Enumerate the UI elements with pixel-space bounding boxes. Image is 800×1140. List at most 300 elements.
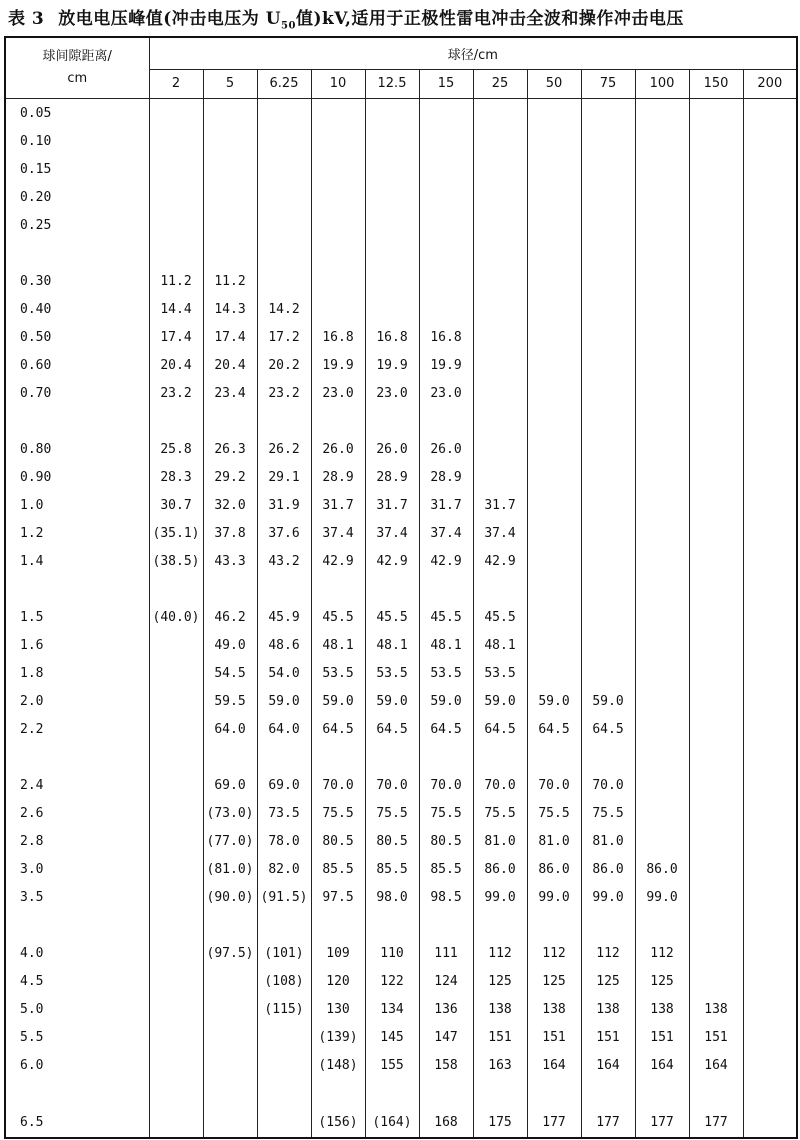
voltage-cell: 16.8 <box>311 323 365 351</box>
table-row <box>5 995 797 1023</box>
table-row <box>5 351 797 379</box>
diameter-header-cell: 2 <box>149 69 203 98</box>
voltage-cell: 49.0 <box>203 631 257 659</box>
voltage-cell <box>203 911 257 939</box>
table-row <box>5 855 797 883</box>
voltage-cell <box>203 407 257 435</box>
voltage-cell <box>419 155 473 183</box>
voltage-cell <box>311 911 365 939</box>
voltage-cell <box>527 435 581 463</box>
voltage-cell <box>203 575 257 603</box>
gap-distance-cell: 0.15 <box>5 155 149 183</box>
voltage-cell: 17.4 <box>203 323 257 351</box>
voltage-cell <box>743 743 797 771</box>
voltage-cell: 14.2 <box>257 295 311 323</box>
voltage-cell <box>743 967 797 995</box>
voltage-cell <box>419 1079 473 1107</box>
voltage-cell <box>149 407 203 435</box>
voltage-cell: 98.0 <box>365 883 419 911</box>
voltage-cell <box>149 771 203 799</box>
voltage-cell <box>527 547 581 575</box>
voltage-cell <box>581 631 635 659</box>
table-row <box>5 295 797 323</box>
voltage-cell <box>743 463 797 491</box>
voltage-cell <box>257 127 311 155</box>
voltage-cell: 42.9 <box>365 547 419 575</box>
voltage-cell: 75.5 <box>527 799 581 827</box>
voltage-cell: 25.8 <box>149 435 203 463</box>
voltage-cell <box>689 799 743 827</box>
voltage-cell: 147 <box>419 1023 473 1051</box>
voltage-cell: 59.0 <box>581 687 635 715</box>
voltage-cell: 75.5 <box>311 799 365 827</box>
voltage-cell: 138 <box>527 995 581 1023</box>
voltage-cell <box>581 295 635 323</box>
table-title-part-a: 放电电压峰值(冲击电压为 U <box>58 9 282 29</box>
voltage-cell: 70.0 <box>311 771 365 799</box>
voltage-cell <box>365 99 419 128</box>
voltage-cell: 69.0 <box>257 771 311 799</box>
voltage-cell <box>689 883 743 911</box>
gap-distance-cell <box>5 239 149 267</box>
voltage-cell <box>635 155 689 183</box>
voltage-cell: 70.0 <box>365 771 419 799</box>
voltage-cell <box>527 99 581 128</box>
voltage-cell <box>311 183 365 211</box>
voltage-cell <box>365 267 419 295</box>
voltage-cell: 70.0 <box>419 771 473 799</box>
voltage-cell <box>689 295 743 323</box>
voltage-cell <box>635 771 689 799</box>
voltage-cell <box>527 911 581 939</box>
voltage-cell <box>635 715 689 743</box>
voltage-cell <box>203 1051 257 1079</box>
gap-distance-cell: 0.70 <box>5 379 149 407</box>
voltage-cell <box>203 967 257 995</box>
gap-distance-cell: 2.0 <box>5 687 149 715</box>
gap-distance-cell: 0.90 <box>5 463 149 491</box>
voltage-cell <box>365 743 419 771</box>
table-row <box>5 687 797 715</box>
voltage-cell <box>257 183 311 211</box>
diameter-header-cell: 15 <box>419 69 473 98</box>
voltage-cell: 64.5 <box>527 715 581 743</box>
voltage-cell: (108) <box>257 967 311 995</box>
voltage-cell: 64.5 <box>365 715 419 743</box>
voltage-cell: 42.9 <box>311 547 365 575</box>
table-row <box>5 967 797 995</box>
voltage-cell: 53.5 <box>365 659 419 687</box>
voltage-cell <box>311 267 365 295</box>
voltage-cell: 23.4 <box>203 379 257 407</box>
voltage-cell <box>203 1107 257 1138</box>
voltage-cell: 48.1 <box>365 631 419 659</box>
voltage-cell <box>365 211 419 239</box>
voltage-cell: 86.0 <box>635 855 689 883</box>
voltage-cell <box>743 435 797 463</box>
voltage-cell <box>743 127 797 155</box>
voltage-cell <box>581 379 635 407</box>
gap-distance-cell: 1.8 <box>5 659 149 687</box>
voltage-cell <box>743 827 797 855</box>
voltage-cell <box>149 183 203 211</box>
voltage-cell <box>635 827 689 855</box>
gap-distance-cell: 0.10 <box>5 127 149 155</box>
gap-distance-cell: 0.25 <box>5 211 149 239</box>
voltage-cell <box>635 379 689 407</box>
voltage-cell <box>203 239 257 267</box>
voltage-cell <box>689 1079 743 1107</box>
voltage-cell: 48.1 <box>419 631 473 659</box>
voltage-cell: 177 <box>689 1107 743 1138</box>
diameter-header-cell: 10 <box>311 69 365 98</box>
voltage-cell <box>257 1051 311 1079</box>
voltage-cell: 122 <box>365 967 419 995</box>
voltage-cell: 45.5 <box>419 603 473 631</box>
voltage-cell <box>689 631 743 659</box>
voltage-cell: 64.0 <box>257 715 311 743</box>
voltage-cell <box>689 239 743 267</box>
voltage-cell <box>365 911 419 939</box>
voltage-cell <box>581 519 635 547</box>
voltage-cell <box>689 967 743 995</box>
voltage-cell <box>743 1051 797 1079</box>
diameter-header-cell: 50 <box>527 69 581 98</box>
voltage-cell: 168 <box>419 1107 473 1138</box>
voltage-cell: 26.0 <box>365 435 419 463</box>
diameter-header-cell: 12.5 <box>365 69 419 98</box>
gap-distance-cell: 4.5 <box>5 967 149 995</box>
voltage-cell <box>635 267 689 295</box>
voltage-cell: 26.2 <box>257 435 311 463</box>
voltage-cell: 75.5 <box>473 799 527 827</box>
voltage-cell <box>257 407 311 435</box>
voltage-cell: 26.0 <box>311 435 365 463</box>
voltage-cell <box>581 491 635 519</box>
voltage-cell: 177 <box>635 1107 689 1138</box>
voltage-cell <box>635 491 689 519</box>
voltage-cell <box>365 127 419 155</box>
table-row <box>5 463 797 491</box>
gap-distance-cell <box>5 911 149 939</box>
voltage-cell: 80.5 <box>311 827 365 855</box>
gap-distance-cell: 0.50 <box>5 323 149 351</box>
voltage-cell <box>689 351 743 379</box>
voltage-cell: 98.5 <box>419 883 473 911</box>
voltage-cell: 99.0 <box>581 883 635 911</box>
voltage-cell <box>743 1023 797 1051</box>
table-row <box>5 1051 797 1079</box>
voltage-cell <box>257 267 311 295</box>
voltage-cell <box>203 743 257 771</box>
voltage-cell: 120 <box>311 967 365 995</box>
voltage-cell <box>527 743 581 771</box>
gap-distance-cell: 0.30 <box>5 267 149 295</box>
voltage-cell: 78.0 <box>257 827 311 855</box>
voltage-cell: 80.5 <box>365 827 419 855</box>
voltage-cell <box>257 743 311 771</box>
voltage-cell <box>581 435 635 463</box>
voltage-cell: 20.4 <box>203 351 257 379</box>
voltage-cell: 138 <box>473 995 527 1023</box>
gap-distance-header <box>5 37 149 99</box>
voltage-cell <box>365 155 419 183</box>
gap-distance-cell: 0.05 <box>5 99 149 128</box>
voltage-cell <box>473 743 527 771</box>
voltage-cell: 14.4 <box>149 295 203 323</box>
voltage-cell <box>635 407 689 435</box>
voltage-cell <box>365 295 419 323</box>
gap-distance-cell: 6.5 <box>5 1107 149 1138</box>
voltage-cell: 86.0 <box>581 855 635 883</box>
voltage-cell: 177 <box>581 1107 635 1138</box>
voltage-cell <box>743 183 797 211</box>
gap-distance-cell: 1.5 <box>5 603 149 631</box>
voltage-cell: 85.5 <box>419 855 473 883</box>
voltage-cell: 112 <box>473 939 527 967</box>
voltage-cell <box>635 239 689 267</box>
voltage-cell <box>743 491 797 519</box>
gap-distance-cell: 2.8 <box>5 827 149 855</box>
voltage-cell: 19.9 <box>419 351 473 379</box>
voltage-cell <box>743 911 797 939</box>
voltage-cell: 16.8 <box>365 323 419 351</box>
voltage-cell <box>635 295 689 323</box>
voltage-cell: 69.0 <box>203 771 257 799</box>
voltage-cell <box>689 127 743 155</box>
spacer-row <box>5 407 797 435</box>
voltage-cell: 81.0 <box>473 827 527 855</box>
gap-distance-cell: 1.2 <box>5 519 149 547</box>
voltage-cell: 64.5 <box>311 715 365 743</box>
table-row <box>5 435 797 463</box>
table-row <box>5 99 797 128</box>
voltage-cell <box>581 267 635 295</box>
voltage-cell: 145 <box>365 1023 419 1051</box>
voltage-cell: 54.5 <box>203 659 257 687</box>
voltage-cell <box>689 99 743 128</box>
voltage-cell <box>149 127 203 155</box>
voltage-cell <box>743 715 797 743</box>
voltage-cell: (164) <box>365 1107 419 1138</box>
voltage-cell: 29.2 <box>203 463 257 491</box>
voltage-cell <box>149 827 203 855</box>
voltage-cell: 81.0 <box>581 827 635 855</box>
voltage-cell: 29.1 <box>257 463 311 491</box>
voltage-cell: 45.5 <box>365 603 419 631</box>
voltage-cell: 17.2 <box>257 323 311 351</box>
voltage-cell <box>581 323 635 351</box>
voltage-cell: 136 <box>419 995 473 1023</box>
voltage-cell: 28.9 <box>311 463 365 491</box>
voltage-cell: 64.0 <box>203 715 257 743</box>
table-row <box>5 883 797 911</box>
voltage-cell: (139) <box>311 1023 365 1051</box>
voltage-cell: 19.9 <box>365 351 419 379</box>
voltage-cell: 70.0 <box>473 771 527 799</box>
voltage-cell <box>527 463 581 491</box>
voltage-cell: 125 <box>527 967 581 995</box>
voltage-cell <box>689 267 743 295</box>
voltage-cell: (81.0) <box>203 855 257 883</box>
voltage-cell <box>743 771 797 799</box>
voltage-cell <box>419 99 473 128</box>
gap-distance-cell: 1.0 <box>5 491 149 519</box>
voltage-cell <box>419 239 473 267</box>
voltage-cell <box>527 295 581 323</box>
voltage-cell <box>473 323 527 351</box>
voltage-cell: 31.7 <box>419 491 473 519</box>
voltage-cell: 125 <box>473 967 527 995</box>
voltage-cell <box>149 715 203 743</box>
voltage-cell <box>581 407 635 435</box>
voltage-cell <box>689 463 743 491</box>
table-row <box>5 519 797 547</box>
voltage-cell: 48.6 <box>257 631 311 659</box>
voltage-cell: 164 <box>527 1051 581 1079</box>
voltage-cell <box>149 1023 203 1051</box>
table-row <box>5 1107 797 1138</box>
voltage-cell: 48.1 <box>311 631 365 659</box>
voltage-cell <box>419 211 473 239</box>
spacer-row <box>5 239 797 267</box>
voltage-cell: 64.5 <box>419 715 473 743</box>
voltage-cell <box>311 99 365 128</box>
table-row <box>5 827 797 855</box>
voltage-cell <box>257 1023 311 1051</box>
voltage-cell <box>527 631 581 659</box>
voltage-cell <box>527 659 581 687</box>
voltage-cell <box>743 603 797 631</box>
voltage-cell <box>149 855 203 883</box>
voltage-cell <box>689 379 743 407</box>
voltage-cell: 75.5 <box>365 799 419 827</box>
voltage-cell <box>581 603 635 631</box>
voltage-cell <box>527 211 581 239</box>
voltage-cell: 130 <box>311 995 365 1023</box>
voltage-cell <box>473 407 527 435</box>
voltage-cell <box>149 211 203 239</box>
voltage-cell: 45.5 <box>473 603 527 631</box>
voltage-cell: 42.9 <box>419 547 473 575</box>
voltage-cell: (101) <box>257 939 311 967</box>
voltage-cell <box>743 1107 797 1138</box>
voltage-cell: 28.9 <box>365 463 419 491</box>
gap-distance-cell: 2.4 <box>5 771 149 799</box>
voltage-cell: 42.9 <box>473 547 527 575</box>
voltage-cell <box>203 1079 257 1107</box>
voltage-cell <box>743 295 797 323</box>
voltage-cell: (73.0) <box>203 799 257 827</box>
voltage-cell: 112 <box>527 939 581 967</box>
voltage-cell <box>635 631 689 659</box>
voltage-cell: 151 <box>581 1023 635 1051</box>
voltage-cell <box>689 911 743 939</box>
voltage-cell <box>581 1079 635 1107</box>
voltage-cell: 97.5 <box>311 883 365 911</box>
gap-distance-cell: 5.0 <box>5 995 149 1023</box>
voltage-cell: 85.5 <box>365 855 419 883</box>
voltage-cell: 37.6 <box>257 519 311 547</box>
voltage-cell <box>689 323 743 351</box>
voltage-cell: 48.1 <box>473 631 527 659</box>
table-caption <box>8 4 798 32</box>
voltage-cell <box>149 911 203 939</box>
voltage-cell: 30.7 <box>149 491 203 519</box>
voltage-cell <box>473 911 527 939</box>
diameter-header-cell: 5 <box>203 69 257 98</box>
gap-distance-cell: 0.20 <box>5 183 149 211</box>
voltage-cell: 31.9 <box>257 491 311 519</box>
voltage-cell <box>527 351 581 379</box>
voltage-cell <box>473 239 527 267</box>
gap-distance-cell: 5.5 <box>5 1023 149 1051</box>
voltage-cell <box>743 799 797 827</box>
spacer-row <box>5 743 797 771</box>
voltage-cell: 111 <box>419 939 473 967</box>
voltage-cell <box>743 631 797 659</box>
voltage-cell <box>473 463 527 491</box>
voltage-cell <box>581 99 635 128</box>
voltage-cell: 17.4 <box>149 323 203 351</box>
voltage-cell <box>311 211 365 239</box>
voltage-cell: 109 <box>311 939 365 967</box>
table-row <box>5 1023 797 1051</box>
voltage-cell: 151 <box>635 1023 689 1051</box>
voltage-cell <box>635 743 689 771</box>
voltage-cell <box>743 519 797 547</box>
voltage-cell: 163 <box>473 1051 527 1079</box>
table-title-subscript: 50 <box>281 20 296 32</box>
voltage-cell <box>689 603 743 631</box>
voltage-cell <box>743 407 797 435</box>
table-row <box>5 155 797 183</box>
voltage-cell <box>149 575 203 603</box>
table-row <box>5 127 797 155</box>
voltage-cell <box>635 687 689 715</box>
table-row <box>5 939 797 967</box>
voltage-cell <box>743 351 797 379</box>
table-row <box>5 631 797 659</box>
voltage-cell <box>581 911 635 939</box>
voltage-cell: 164 <box>689 1051 743 1079</box>
voltage-cell: (35.1) <box>149 519 203 547</box>
table-row <box>5 491 797 519</box>
voltage-cell <box>257 911 311 939</box>
voltage-cell: 11.2 <box>149 267 203 295</box>
voltage-cell: 110 <box>365 939 419 967</box>
voltage-cell: 134 <box>365 995 419 1023</box>
voltage-cell <box>635 603 689 631</box>
diameter-header-cell: 100 <box>635 69 689 98</box>
voltage-cell: 75.5 <box>581 799 635 827</box>
voltage-cell <box>743 547 797 575</box>
table-row <box>5 771 797 799</box>
voltage-cell <box>635 911 689 939</box>
voltage-cell <box>149 631 203 659</box>
voltage-cell <box>743 575 797 603</box>
voltage-cell: 23.2 <box>149 379 203 407</box>
voltage-cell <box>527 491 581 519</box>
voltage-cell: 124 <box>419 967 473 995</box>
voltage-cell <box>743 323 797 351</box>
gap-distance-cell: 2.6 <box>5 799 149 827</box>
gap-distance-cell: 1.6 <box>5 631 149 659</box>
voltage-cell: 37.4 <box>311 519 365 547</box>
voltage-cell: 20.4 <box>149 351 203 379</box>
voltage-cell: (148) <box>311 1051 365 1079</box>
voltage-cell: 138 <box>635 995 689 1023</box>
